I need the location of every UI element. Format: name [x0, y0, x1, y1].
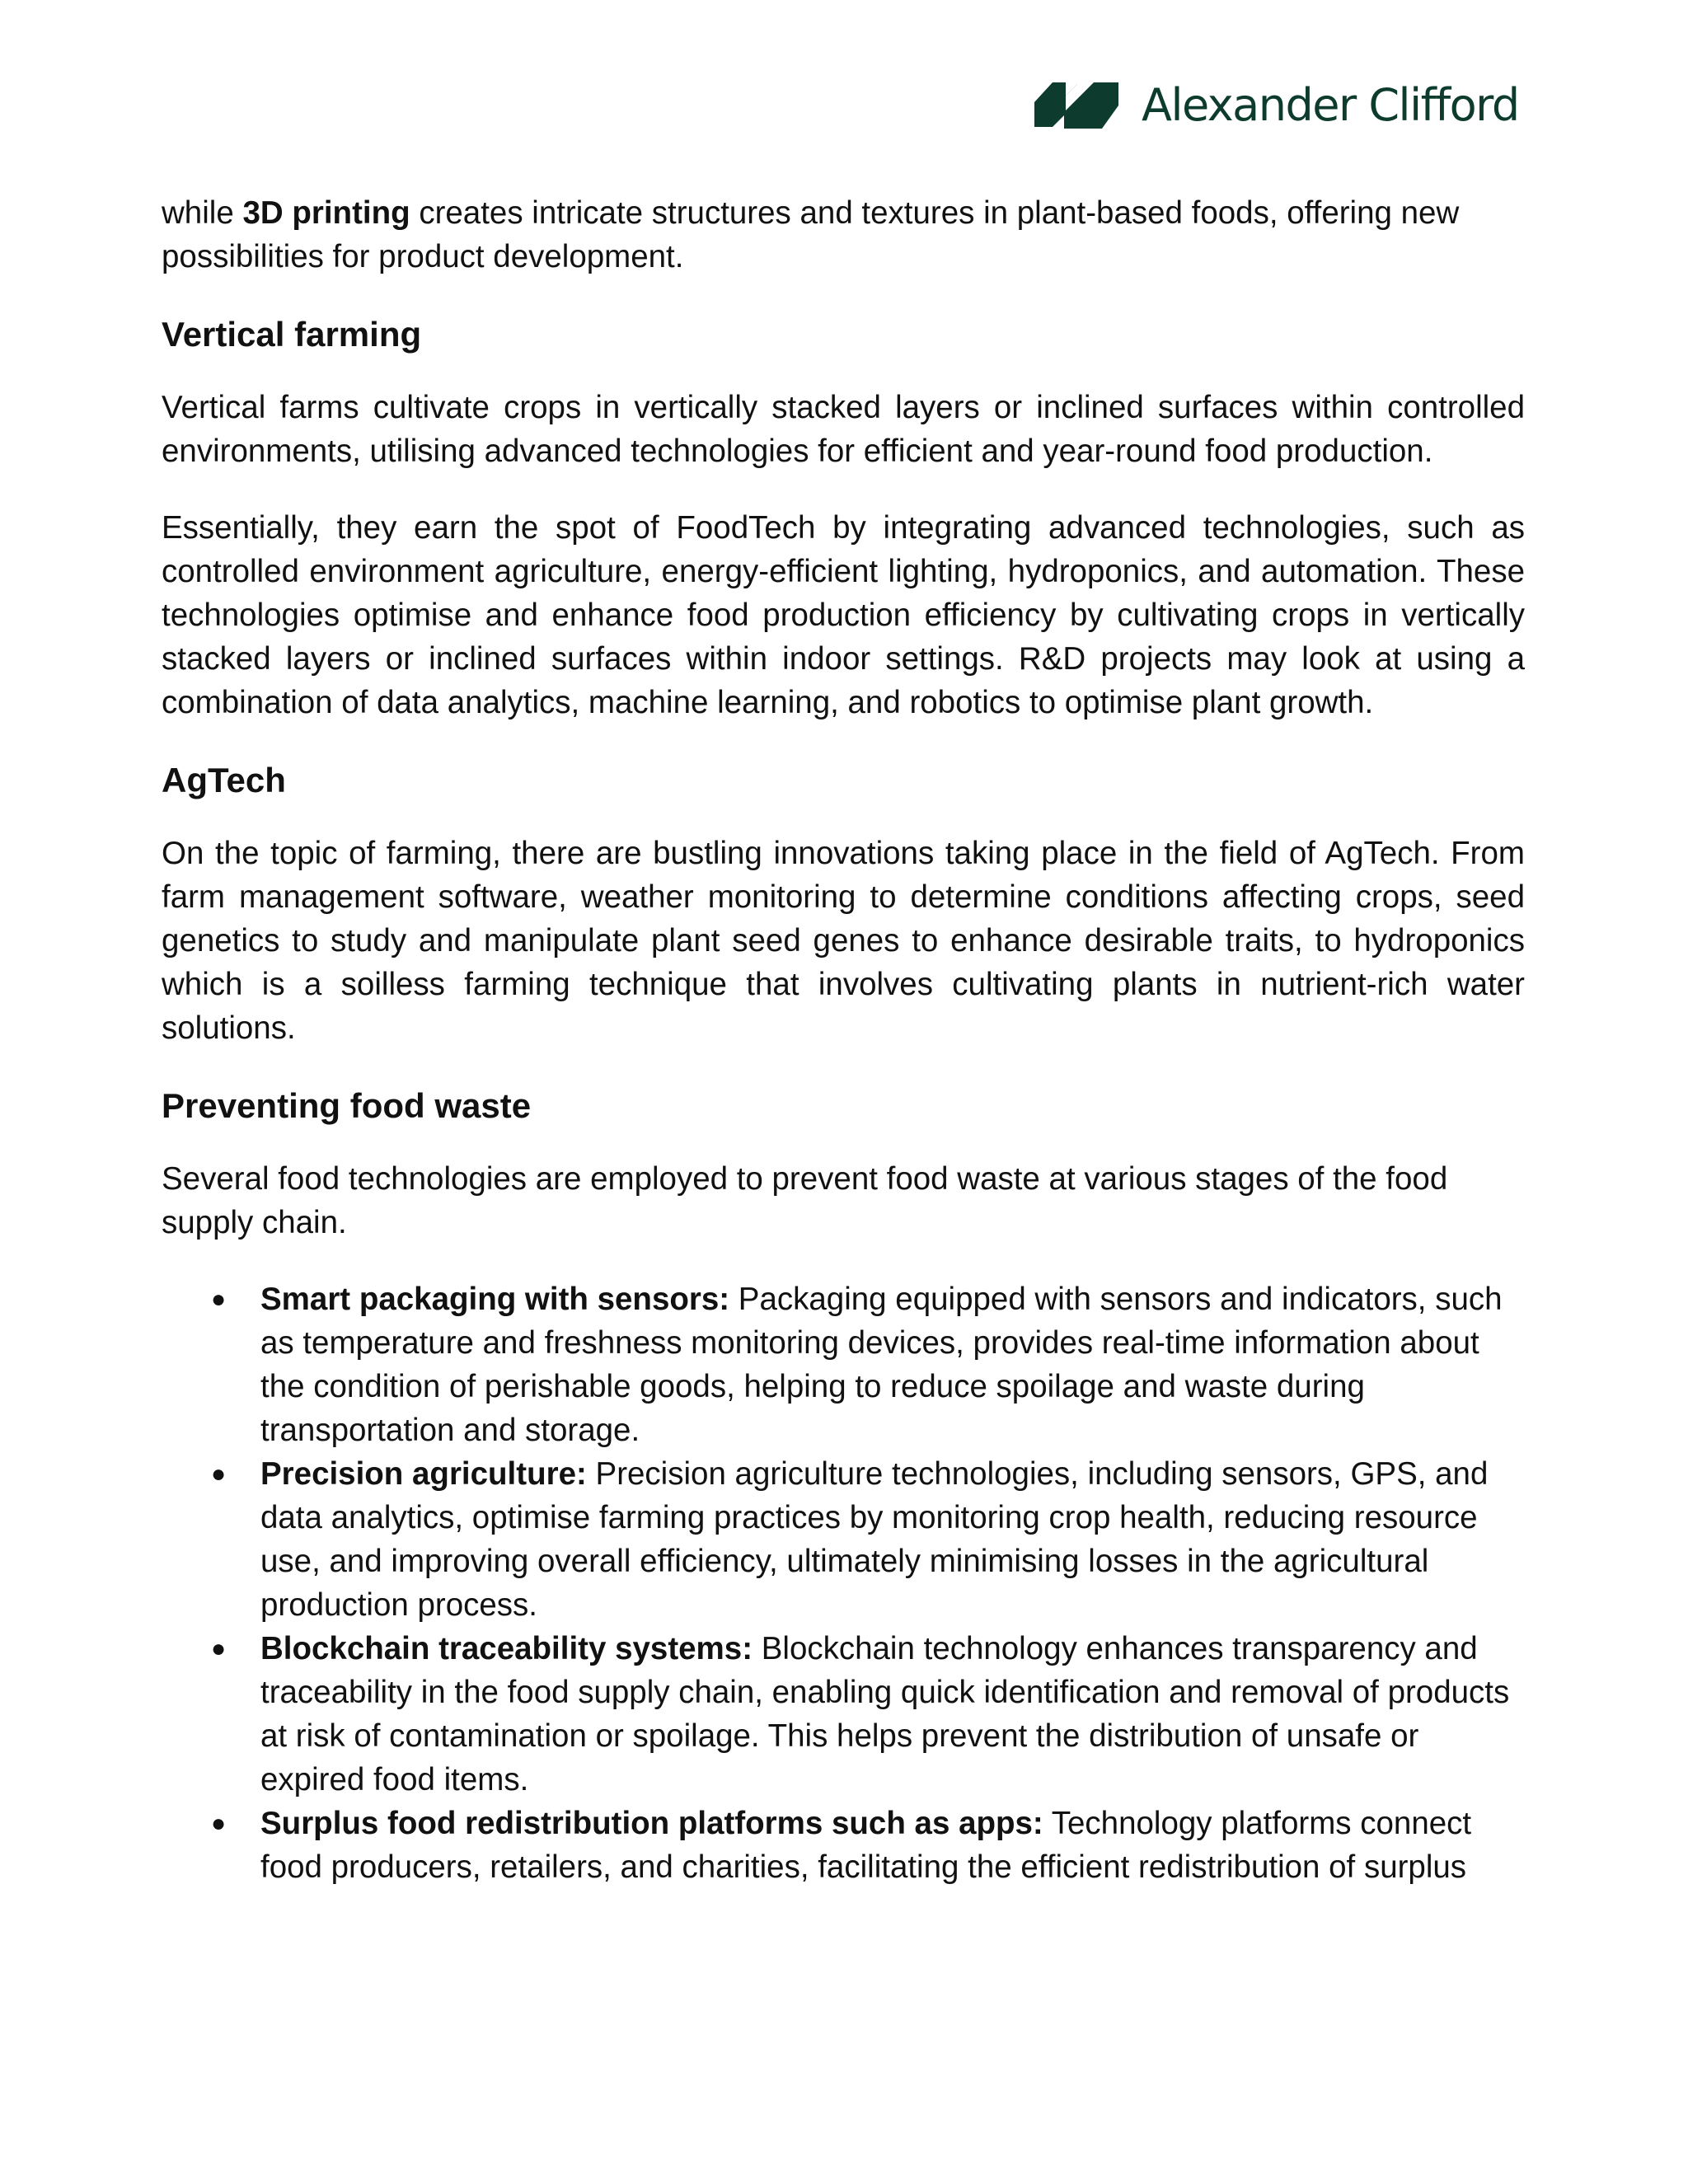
- list-item: [162, 1277, 1525, 1452]
- vertical-farming-paragraph-2: Essentially, they earn the spot of FoodTech by integrating advanced technologies, such as controlled environment agriculture, energy-efficient lighting, hydroponics, and automation. These technologies optimise and enhance food production efficiency by cultivating crops in vertically stacked layers or inclined surfaces within indoor settings. R&D projects may look at using a combination of data analytics, machine learning, and robotics to optimise plant growth.: [162, 510, 1525, 720]
- brand-logo-text: Alexander Clifford: [1142, 79, 1519, 131]
- list-item: [162, 1452, 1525, 1627]
- food-waste-list: [162, 1277, 1525, 1889]
- list-item-title: Smart packaging with sensors:: [260, 1282, 730, 1317]
- intro-bold-term: 3D printing: [242, 195, 410, 231]
- heading-vertical-farming: Vertical farming: [162, 315, 422, 354]
- list-item-text: Packaging equipped with sensors and indicators, such as temperature and freshness monitoring devices, provides real-time information about the condition of perishable goods, helping to reduce spoilage and waste during transportation and storage.: [260, 1282, 1503, 1448]
- heading-agtech: AgTech: [162, 761, 286, 799]
- vertical-farming-paragraph-1: Vertical farms cultivate crops in vertically stacked layers or inclined surfaces within controlled environments, utilising advanced technologies for efficient and year-round food production.: [162, 390, 1525, 469]
- list-item-text: Blockchain technology enhances transparency and traceability in the food supply chain, enabling quick identification and removal of products at risk of contamination or spoilage. This helps prevent the distribution of unsafe or expired food items.: [260, 1631, 1510, 1797]
- bullet-icon: ●: [211, 1635, 227, 1662]
- list-item-title: Blockchain traceability systems:: [260, 1631, 753, 1666]
- bullet-icon: ●: [211, 1460, 227, 1488]
- list-item-text: Precision agriculture technologies, including sensors, GPS, and data analytics, optimise farming practices by monitoring crop health, reducing resource use, and improving overall efficiency, ultimately minimising losses in the agricultural production process.: [260, 1456, 1489, 1623]
- list-item-title: Precision agriculture:: [260, 1456, 587, 1492]
- list-item-text: Technology platforms connect food producers, retailers, and charities, facilitating the efficient redistribution of surplus: [260, 1806, 1472, 1885]
- list-item-title: Surplus food redistribution platforms such as apps:: [260, 1806, 1043, 1841]
- bullet-icon: ●: [211, 1810, 227, 1837]
- food-waste-intro: Several food technologies are employed to prevent food waste at various stages of the food supply chain.: [162, 1161, 1448, 1240]
- document-body: [162, 191, 1525, 1889]
- alexander-clifford-mark-icon: [1033, 81, 1120, 130]
- agtech-paragraph: On the topic of farming, there are bustling innovations taking place in the field of AgTech. From farm management software, weather monitoring to determine conditions affecting crops, seed genetics to study and manipulate plant seed genes to enhance desirable traits, to hydroponics which is a soilless farming technique that involves cultivating plants in nutrient-rich water solutions.: [162, 836, 1525, 1046]
- intro-lead: while: [162, 195, 243, 231]
- brand-logo: [1033, 79, 1519, 132]
- intro-paragraph: [162, 191, 1525, 279]
- heading-preventing-food-waste: Preventing food waste: [162, 1086, 532, 1125]
- bullet-icon: ●: [211, 1286, 227, 1313]
- list-item: [162, 1627, 1525, 1802]
- list-item: [162, 1802, 1525, 1889]
- intro-rest: creates intricate structures and textures in plant-based foods, offering new possibilities for product development.: [162, 195, 1460, 274]
